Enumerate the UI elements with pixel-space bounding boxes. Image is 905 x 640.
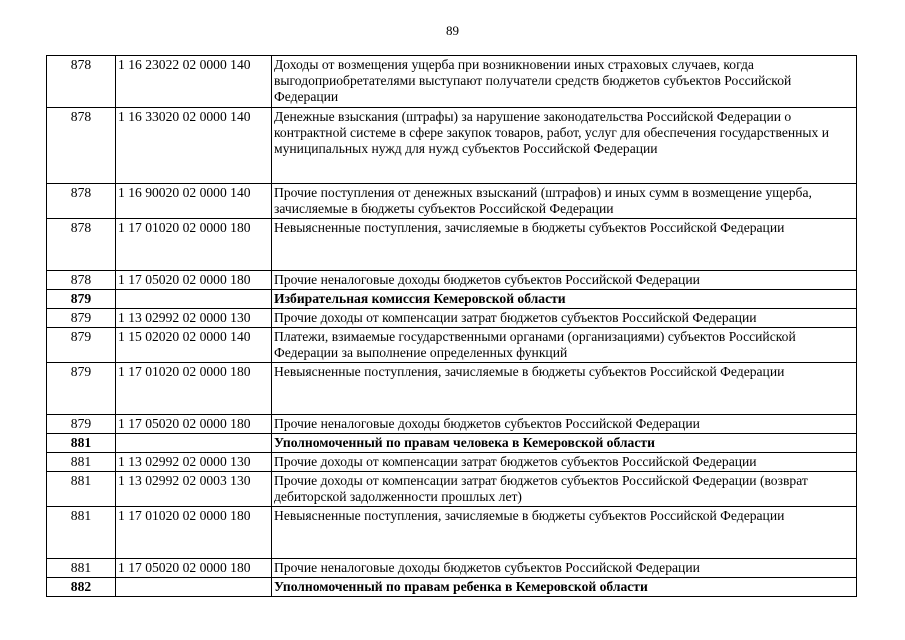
admin-code-cell: 878 xyxy=(47,271,116,290)
admin-code-cell: 878 xyxy=(47,108,116,184)
revenue-code-cell: 1 17 01020 02 0000 180 xyxy=(116,363,272,415)
revenue-name-cell: Прочие доходы от компенсации затрат бюджетов субъектов Российской Федерации xyxy=(272,453,857,472)
table-row xyxy=(47,271,857,290)
table-row xyxy=(47,309,857,328)
revenue-name-cell: Денежные взыскания (штрафы) за нарушение законодательства Российской Федерации о контрактной системе в сфере закупок товаров, работ, услуг для обеспечения государственных и муниципальных нужд для нужд субъектов Российской Федерации xyxy=(272,108,857,184)
admin-code-cell: 881 xyxy=(47,453,116,472)
revenue-name-cell: Прочие доходы от компенсации затрат бюджетов субъектов Российской Федерации xyxy=(272,309,857,328)
admin-code-cell: 879 xyxy=(47,290,116,309)
admin-code-cell: 881 xyxy=(47,472,116,507)
section-header-row xyxy=(47,434,857,453)
admin-code-cell: 879 xyxy=(47,363,116,415)
revenue-name-cell: Прочие неналоговые доходы бюджетов субъектов Российской Федерации xyxy=(272,559,857,578)
revenue-code-cell: 1 13 02992 02 0003 130 xyxy=(116,472,272,507)
admin-code-cell: 879 xyxy=(47,415,116,434)
revenue-code-cell: 1 17 05020 02 0000 180 xyxy=(116,415,272,434)
revenue-code-cell xyxy=(116,290,272,309)
table-row xyxy=(47,56,857,108)
admin-code-cell: 881 xyxy=(47,434,116,453)
revenue-code-cell: 1 13 02992 02 0000 130 xyxy=(116,453,272,472)
revenue-code-cell: 1 16 33020 02 0000 140 xyxy=(116,108,272,184)
admin-code-cell: 881 xyxy=(47,507,116,559)
table-row xyxy=(47,363,857,415)
revenue-code-cell xyxy=(116,434,272,453)
revenue-name-cell: Прочие доходы от компенсации затрат бюджетов субъектов Российской Федерации (возврат дебиторской задолженности прошлых лет) xyxy=(272,472,857,507)
table-body xyxy=(47,56,857,597)
table-row xyxy=(47,415,857,434)
revenue-code-cell: 1 15 02020 02 0000 140 xyxy=(116,328,272,363)
revenue-codes-table xyxy=(46,55,857,597)
revenue-name-cell: Доходы от возмещения ущерба при возникновении иных страховых случаев, когда выгодоприобретателями выступают получатели средств бюджетов субъектов Российской Федерации xyxy=(272,56,857,108)
table-row xyxy=(47,453,857,472)
table-row xyxy=(47,219,857,271)
revenue-name-cell: Уполномоченный по правам ребенка в Кемеровской области xyxy=(272,578,857,597)
admin-code-cell: 882 xyxy=(47,578,116,597)
admin-code-cell: 881 xyxy=(47,559,116,578)
revenue-code-cell: 1 17 01020 02 0000 180 xyxy=(116,219,272,271)
revenue-code-cell: 1 13 02992 02 0000 130 xyxy=(116,309,272,328)
admin-code-cell: 878 xyxy=(47,56,116,108)
table-row xyxy=(47,184,857,219)
revenue-name-cell: Уполномоченный по правам человека в Кемеровской области xyxy=(272,434,857,453)
section-header-row xyxy=(47,290,857,309)
table-row xyxy=(47,108,857,184)
admin-code-cell: 878 xyxy=(47,184,116,219)
revenue-name-cell: Невыясненные поступления, зачисляемые в бюджеты субъектов Российской Федерации xyxy=(272,219,857,271)
revenue-code-cell: 1 16 23022 02 0000 140 xyxy=(116,56,272,108)
revenue-code-cell xyxy=(116,578,272,597)
admin-code-cell: 879 xyxy=(47,309,116,328)
table-row xyxy=(47,559,857,578)
section-header-row xyxy=(47,578,857,597)
page-number: 89 xyxy=(446,23,459,38)
revenue-name-cell: Прочие неналоговые доходы бюджетов субъектов Российской Федерации xyxy=(272,415,857,434)
revenue-name-cell: Платежи, взимаемые государственными органами (организациями) субъектов Российской Федерации за выполнение определенных функций xyxy=(272,328,857,363)
revenue-name-cell: Невыясненные поступления, зачисляемые в бюджеты субъектов Российской Федерации xyxy=(272,507,857,559)
table-row xyxy=(47,472,857,507)
revenue-name-cell: Прочие поступления от денежных взысканий (штрафов) и иных сумм в возмещение ущерба, зачисляемые в бюджеты субъектов Российской Федерации xyxy=(272,184,857,219)
revenue-code-cell: 1 16 90020 02 0000 140 xyxy=(116,184,272,219)
table-row xyxy=(47,328,857,363)
revenue-code-cell: 1 17 05020 02 0000 180 xyxy=(116,559,272,578)
admin-code-cell: 879 xyxy=(47,328,116,363)
revenue-code-cell: 1 17 05020 02 0000 180 xyxy=(116,271,272,290)
revenue-code-cell: 1 17 01020 02 0000 180 xyxy=(116,507,272,559)
table-row xyxy=(47,507,857,559)
revenue-name-cell: Невыясненные поступления, зачисляемые в бюджеты субъектов Российской Федерации xyxy=(272,363,857,415)
revenue-name-cell: Прочие неналоговые доходы бюджетов субъектов Российской Федерации xyxy=(272,271,857,290)
admin-code-cell: 878 xyxy=(47,219,116,271)
revenue-name-cell: Избирательная комиссия Кемеровской области xyxy=(272,290,857,309)
